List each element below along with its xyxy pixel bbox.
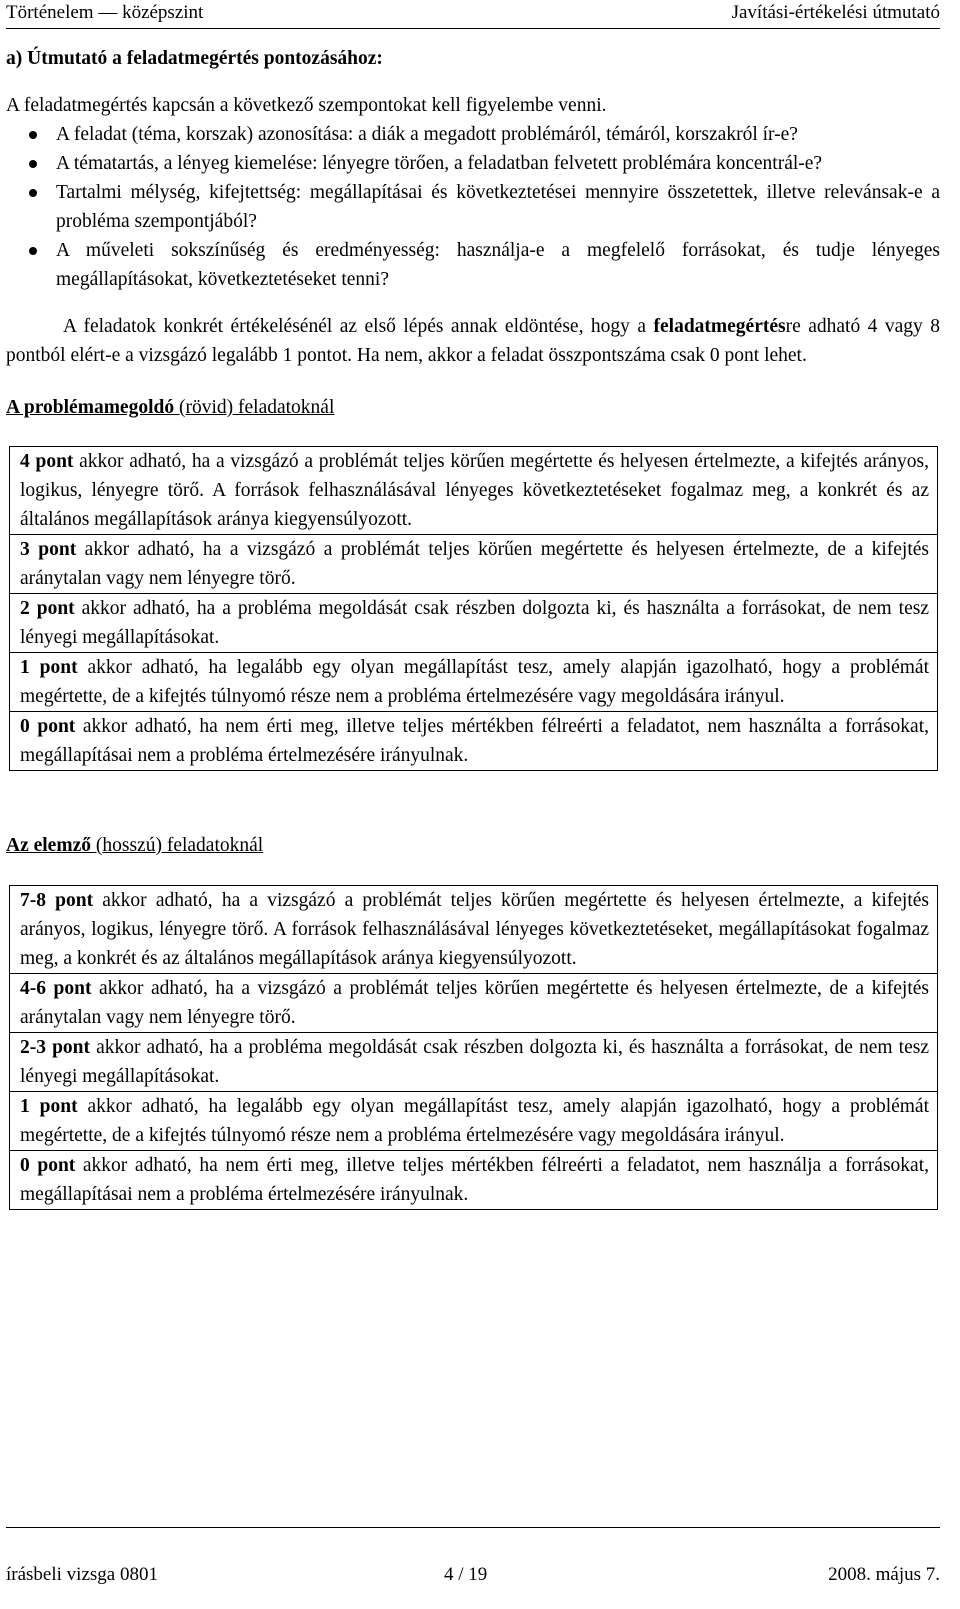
short-tasks-heading-bold: A problémamegoldó xyxy=(6,397,175,418)
guideline-item xyxy=(56,236,940,294)
points-label: 1 pont xyxy=(20,657,78,678)
criteria-cell xyxy=(10,1033,938,1092)
guideline-item xyxy=(56,149,940,178)
points-label: 4 pont xyxy=(20,451,74,472)
points-label: 1 pont xyxy=(20,1096,78,1117)
guideline-text: A műveleti sokszínűség és eredményesség: használja-e a megfelelő forrásokat, és tudje lényeges megállapításokat, következtetéseket tenni? xyxy=(56,240,940,290)
long-tasks-heading-bold: Az elemző xyxy=(6,835,91,856)
footer-page-number: 4 / 19 xyxy=(444,1564,488,1585)
criteria-text: akkor adható, ha a vizsgázó a problémát teljes körűen megértette és helyesen értelmezte, de a kifejtés aránytalan vagy nem lényegre törő. xyxy=(20,978,929,1028)
table-row xyxy=(10,886,938,974)
header-document-type: Javítási-értékelési útmutató xyxy=(731,2,940,23)
points-label: 0 pont xyxy=(20,716,76,737)
criteria-text: akkor adható, ha a probléma megoldását csak részben dolgozta ki, és használta a forrásokat, de nem tesz lényegi megállapításokat. xyxy=(20,598,929,648)
criteria-cell xyxy=(10,653,938,712)
criteria-cell xyxy=(10,447,938,535)
short-tasks-table xyxy=(9,446,938,771)
paragraph-bold: feladatmegértés xyxy=(653,316,786,337)
criteria-text: akkor adható, ha a vizsgázó a problémát teljes körűen megértette és helyesen értelmezte, a kifejtés arányos, logikus, lényegre törő. A források felhasználásával lényeges következtetéseket fogalmaz meg, a konkrét és az általános megállapítások aránya kiegyensúlyozott. xyxy=(20,451,929,530)
criteria-cell xyxy=(10,594,938,653)
criteria-text: akkor adható, ha a vizsgázó a problémát teljes körűen megértette és helyesen értelmezte, de a kifejtés aránytalan vagy nem lényegre törő. xyxy=(20,539,929,589)
short-tasks-heading xyxy=(6,393,940,422)
points-label: 2-3 pont xyxy=(20,1037,90,1058)
section-title: a) Útmutató a feladatmegértés pontozásához: xyxy=(6,48,383,69)
criteria-text: akkor adható, ha a probléma megoldását csak részben dolgozta ki, és használta a forrásokat, de nem tesz lényegi megállapításokat. xyxy=(20,1037,929,1087)
criteria-cell xyxy=(10,535,938,594)
paragraph-part2: re adható 4 vagy 8 pontból elért-e a vizsgázó legalább 1 pontot. Ha nem, akkor a feladat összpontszáma csak 0 pont lehet. xyxy=(6,316,940,366)
bullet-icon xyxy=(29,131,37,139)
criteria-text: akkor adható, ha nem érti meg, illetve teljes mértékben félreérti a feladatot, nem használja a forrásokat, megállapításai nem a probléma értelmezésére irányulnak. xyxy=(20,1155,929,1205)
bullet-icon xyxy=(29,160,37,168)
guideline-item xyxy=(56,120,940,149)
guideline-text: Tartalmi mélység, kifejtettség: megállapításai és következtetései mennyire összetettek, illetve relevánsak-e a probléma szempontjából? xyxy=(56,182,940,232)
points-label: 0 pont xyxy=(20,1155,76,1176)
paragraph-part1: A feladatok konkrét értékelésénél az első lépés annak eldöntése, hogy a xyxy=(63,316,654,337)
criteria-cell xyxy=(10,974,938,1033)
table-row xyxy=(10,653,938,712)
table-row xyxy=(10,535,938,594)
page-footer xyxy=(6,1527,940,1585)
table-row xyxy=(10,1033,938,1092)
table-row xyxy=(10,712,938,771)
points-label: 2 pont xyxy=(20,598,75,619)
points-label: 7-8 pont xyxy=(20,890,94,911)
long-tasks-table xyxy=(9,885,938,1210)
criteria-text: akkor adható, ha nem érti meg, illetve teljes mértékben félreérti a feladatot, nem használta a forrásokat, megállapításai nem a probléma értelmezésére irányulnak. xyxy=(20,716,929,766)
criteria-text: akkor adható, ha a vizsgázó a problémát teljes körűen megértette és helyesen értelmezte, a kifejtés arányos, logikus, lényegre törő. A források felhasználásával lényeges következtetéseket, megállapításokat fogalmaz meg, a konkrét és az általános megállapítások aránya kiegyensúlyozott. xyxy=(20,890,929,969)
criteria-cell xyxy=(10,1092,938,1151)
guideline-list xyxy=(6,120,940,294)
evaluation-paragraph xyxy=(6,312,940,370)
points-label: 4-6 pont xyxy=(20,978,92,999)
criteria-text: akkor adható, ha legalább egy olyan megállapítást tesz, amely alapján igazolható, hogy a problémát megértette, de a kifejtés túlnyomó része nem a probléma értelmezésére vagy megoldására irányul. xyxy=(20,657,930,707)
bullet-icon xyxy=(29,247,37,255)
header-subject: Történelem — középszint xyxy=(6,2,204,23)
short-tasks-heading-rest: (rövid) feladatoknál xyxy=(174,397,335,418)
criteria-cell xyxy=(10,886,938,974)
guideline-text: A tématartás, a lényeg kiemelése: lényegre törően, a feladatban felvetett problémára koncentrál-e? xyxy=(56,153,823,174)
intro-text: A feladatmegértés kapcsán a következő szempontokat kell figyelembe venni. xyxy=(6,95,607,116)
bullet-icon xyxy=(29,189,37,197)
footer-date: 2008. május 7. xyxy=(828,1564,940,1585)
table-row xyxy=(10,447,938,535)
guideline-item xyxy=(56,178,940,236)
long-tasks-heading xyxy=(6,831,940,860)
criteria-cell xyxy=(10,1151,938,1210)
table-row xyxy=(10,594,938,653)
criteria-cell xyxy=(10,712,938,771)
long-tasks-heading-rest: (hosszú) feladatoknál xyxy=(91,835,264,856)
points-label: 3 pont xyxy=(20,539,77,560)
table-row xyxy=(10,1151,938,1210)
footer-exam-code: írásbeli vizsga 0801 xyxy=(6,1564,158,1585)
criteria-text: akkor adható, ha legalább egy olyan megállapítást tesz, amely alapján igazolható, hogy a problémát megértette, de a kifejtés túlnyomó része nem a probléma értelmezésére vagy megoldására irányul. xyxy=(20,1096,930,1146)
table-row xyxy=(10,974,938,1033)
page-header xyxy=(6,0,940,29)
page-content xyxy=(6,44,940,1210)
guideline-text: A feladat (téma, korszak) azonosítása: a diák a megadott problémáról, témáról, korszakról ír-e? xyxy=(56,124,798,145)
table-row xyxy=(10,1092,938,1151)
